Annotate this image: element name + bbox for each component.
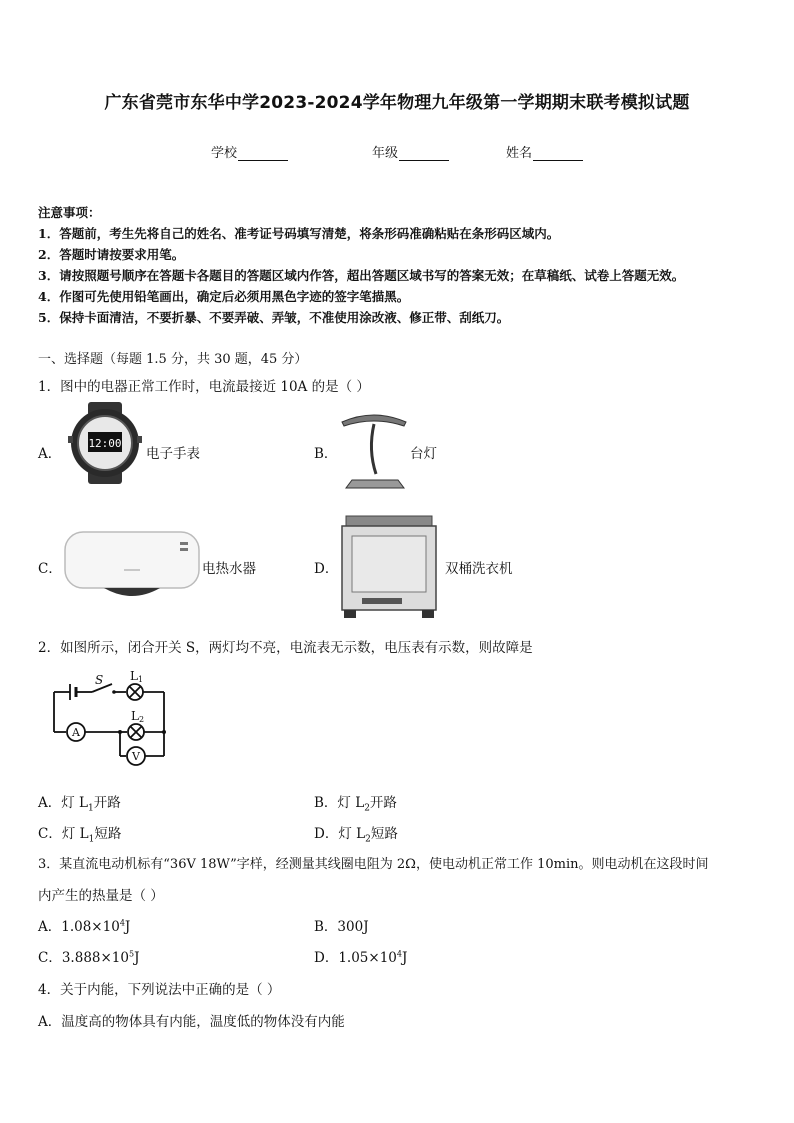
circuit-diagram — [46, 668, 170, 772]
grade-blank[interactable] — [399, 148, 449, 161]
school-field — [211, 142, 288, 161]
ammeter-label: A — [72, 726, 80, 739]
q2-option-a: A．灯 $L_1$开路 — [38, 795, 121, 814]
question-1-stem: 1．图中的电器正常工作时，电流最接近 10A 的是（ ） — [38, 379, 370, 395]
school-blank[interactable] — [238, 148, 288, 161]
q4-option-a: A．温度高的物体具有内能，温度低的物体没有内能 — [38, 1014, 345, 1030]
q1-option-a-letter: A． — [38, 446, 62, 462]
name-field — [506, 142, 583, 161]
q3-option-a: A．$1.08\times 10^4J$ — [38, 918, 131, 935]
q1-option-d-letter: D． — [314, 561, 339, 577]
q1-option-c-letter: C． — [38, 561, 62, 577]
lamp2-subscript: 2 — [139, 715, 145, 724]
exam-title: 广东省莞市东华中学2023-2024学年物理九年级第一学期期末联考模拟试题 — [104, 93, 690, 113]
q3-option-d: D．$1.05\times 10^4J$ — [314, 949, 408, 966]
lamp1-subscript: 1 — [138, 675, 144, 684]
question-3-stem-line2: 内产生的热量是（ ） — [38, 888, 164, 904]
name-label: 姓名 — [506, 146, 533, 161]
grade-label: 年级 — [372, 146, 399, 161]
notice-item: 1．答题前，考生先将自己的姓名、准考证号码填写清楚，将条形码准确粘贴在条形码区域内。 — [38, 226, 560, 241]
grade-field — [372, 142, 449, 161]
q2-option-c: C．灯 $L_1$短路 — [38, 826, 122, 845]
notice-item: 3．请按照题号顺序在答题卡各题目的答题区域内作答，超出答题区域书写的答案无效；在草稿纸、试卷上答题无效。 — [38, 268, 685, 283]
twin-tub-washer-image — [338, 514, 440, 620]
q1-option-b-text: 台灯 — [410, 446, 437, 462]
notice-item: 4．作图可先使用铅笔画出，确定后必须用黑色字迹的签字笔描黑。 — [38, 289, 410, 304]
name-blank[interactable] — [533, 148, 583, 161]
notice-item: 2．答题时请按要求用笔。 — [38, 247, 185, 262]
q3-option-c: C．$3.888\times 10^5J$ — [38, 949, 140, 966]
q2-option-b: B．灯 $L_2$开路 — [314, 795, 397, 814]
desk-lamp-image — [338, 410, 410, 492]
section-heading: 一、选择题（每题 1.5 分，共 30 题，45 分） — [38, 352, 308, 367]
lamp2-label: L — [131, 709, 139, 723]
watch-image — [66, 402, 144, 484]
q1-option-b-letter: B． — [314, 446, 338, 462]
notice-heading: 注意事项： — [38, 205, 101, 220]
q1-option-c-text: 电热水器 — [202, 561, 256, 577]
notice-item: 5．保持卡面清洁，不要折暴、不要弄破、弄皱，不准使用涂改液、修正带、刮纸刀。 — [38, 310, 510, 325]
q3-option-b: B．300J — [314, 919, 369, 935]
q1-option-a-text: 电子手表 — [146, 446, 200, 462]
lamp1-label: L — [130, 669, 138, 683]
switch-label: S — [95, 673, 104, 687]
voltmeter-label: V — [132, 750, 140, 763]
question-3-stem-line1: 3．某直流电动机标有“36V 18W”字样，经测量其线圈电阻为 2Ω，使电动机正常工作 10min。则电动机在这段时间 — [38, 857, 709, 872]
q1-option-d-text: 双桶洗衣机 — [445, 561, 513, 577]
question-4-stem: 4．关于内能，下列说法中正确的是（ ） — [38, 982, 281, 998]
water-heater-image — [64, 530, 200, 602]
school-label: 学校 — [211, 146, 238, 161]
question-2-stem: 2．如图所示，闭合开关 S，两灯均不亮，电流表无示数，电压表有示数，则故障是 — [38, 640, 533, 656]
watch-time: 12:00 — [88, 437, 122, 450]
q2-option-d: D．灯 $L_2$短路 — [314, 826, 398, 845]
